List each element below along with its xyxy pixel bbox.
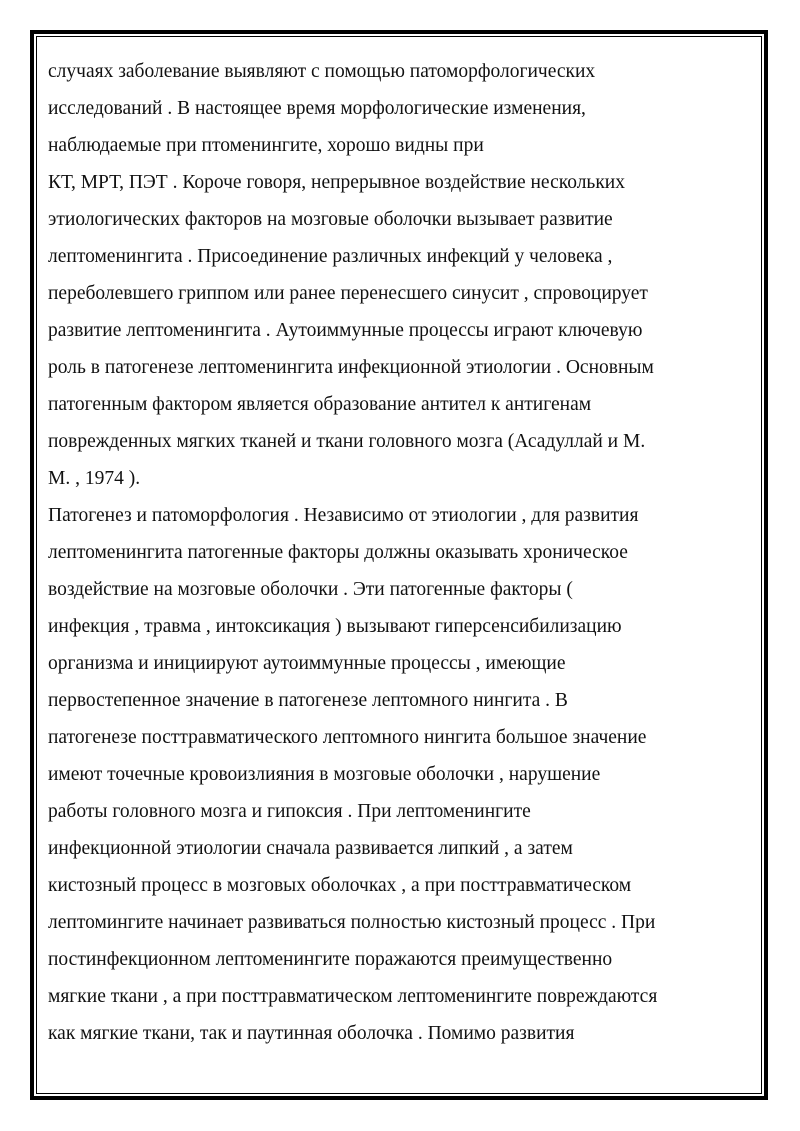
text-line: кистозный процесс в мозговых оболочках , а при посттравматическом — [48, 875, 632, 896]
text-line: исследований . В настоящее время морфологические изменения, — [48, 98, 586, 119]
text-line: наблюдаемые при птоменингите, хорошо видны при — [48, 135, 484, 156]
text-line: патогенным фактором является образование антител к антигенам — [48, 394, 592, 415]
text-line: этиологических факторов на мозговые оболочки вызывает развитие — [48, 209, 613, 230]
text-line: переболевшего гриппом или ранее перенесшего синусит , спровоцирует — [48, 283, 648, 304]
text-line: инфекционной этиологии сначала развивается липкий , а затем — [48, 838, 573, 859]
text-line: первостепенное значение в патогенезе лептомного нингита . В — [48, 690, 568, 711]
text-line: роль в патогенезе лептоменингита инфекционной этиологии . Основным — [48, 357, 654, 378]
text-line: имеют точечные кровоизлияния в мозговые оболочки , нарушение — [48, 764, 601, 785]
text-line: случаях заболевание выявляют с помощью патоморфологических — [48, 61, 596, 82]
text-line: организма и инициируют аутоиммунные процессы , имеющие — [48, 653, 566, 674]
text-line: инфекция , травма , интоксикация ) вызывают гиперсенсибилизацию — [48, 616, 622, 637]
text-line: лептомингите начинает развиваться полностью кистозный процесс . При — [48, 912, 656, 933]
text-line: работы головного мозга и гипоксия . При лептоменингите — [48, 801, 531, 822]
text-line: как мягкие ткани, так и паутинная оболочка . Помимо развития — [48, 1023, 575, 1044]
text-line: мягкие ткани , а при посттравматическом лептоменингите повреждаются — [48, 986, 658, 1007]
text-line: М. , 1974 ). — [48, 468, 141, 489]
text-line: воздействие на мозговые оболочки . Эти патогенные факторы ( — [48, 579, 573, 600]
text-line: КТ, МРТ, ПЭТ . Короче говоря, непрерывное воздействие нескольких — [48, 172, 625, 193]
section-heading-line: Патогенез и патоморфология . Независимо от этиологии , для развития — [48, 505, 639, 526]
text-line: постинфекционном лептоменингите поражаются преимущественно — [48, 949, 613, 970]
text-line: лептоменингита . Присоединение различных инфекций у человека , — [48, 246, 613, 267]
text-line: развитие лептоменингита . Аутоиммунные процессы играют ключевую — [48, 320, 643, 341]
text-line: поврежденных мягких тканей и ткани головного мозга (Асадуллай и М. — [48, 431, 646, 452]
text-line: лептоменингита патогенные факторы должны оказывать хроническое — [48, 542, 628, 563]
text-line: патогенезе посттравматического лептомного нингита большое значение — [48, 727, 647, 748]
document-body — [48, 53, 748, 1052]
